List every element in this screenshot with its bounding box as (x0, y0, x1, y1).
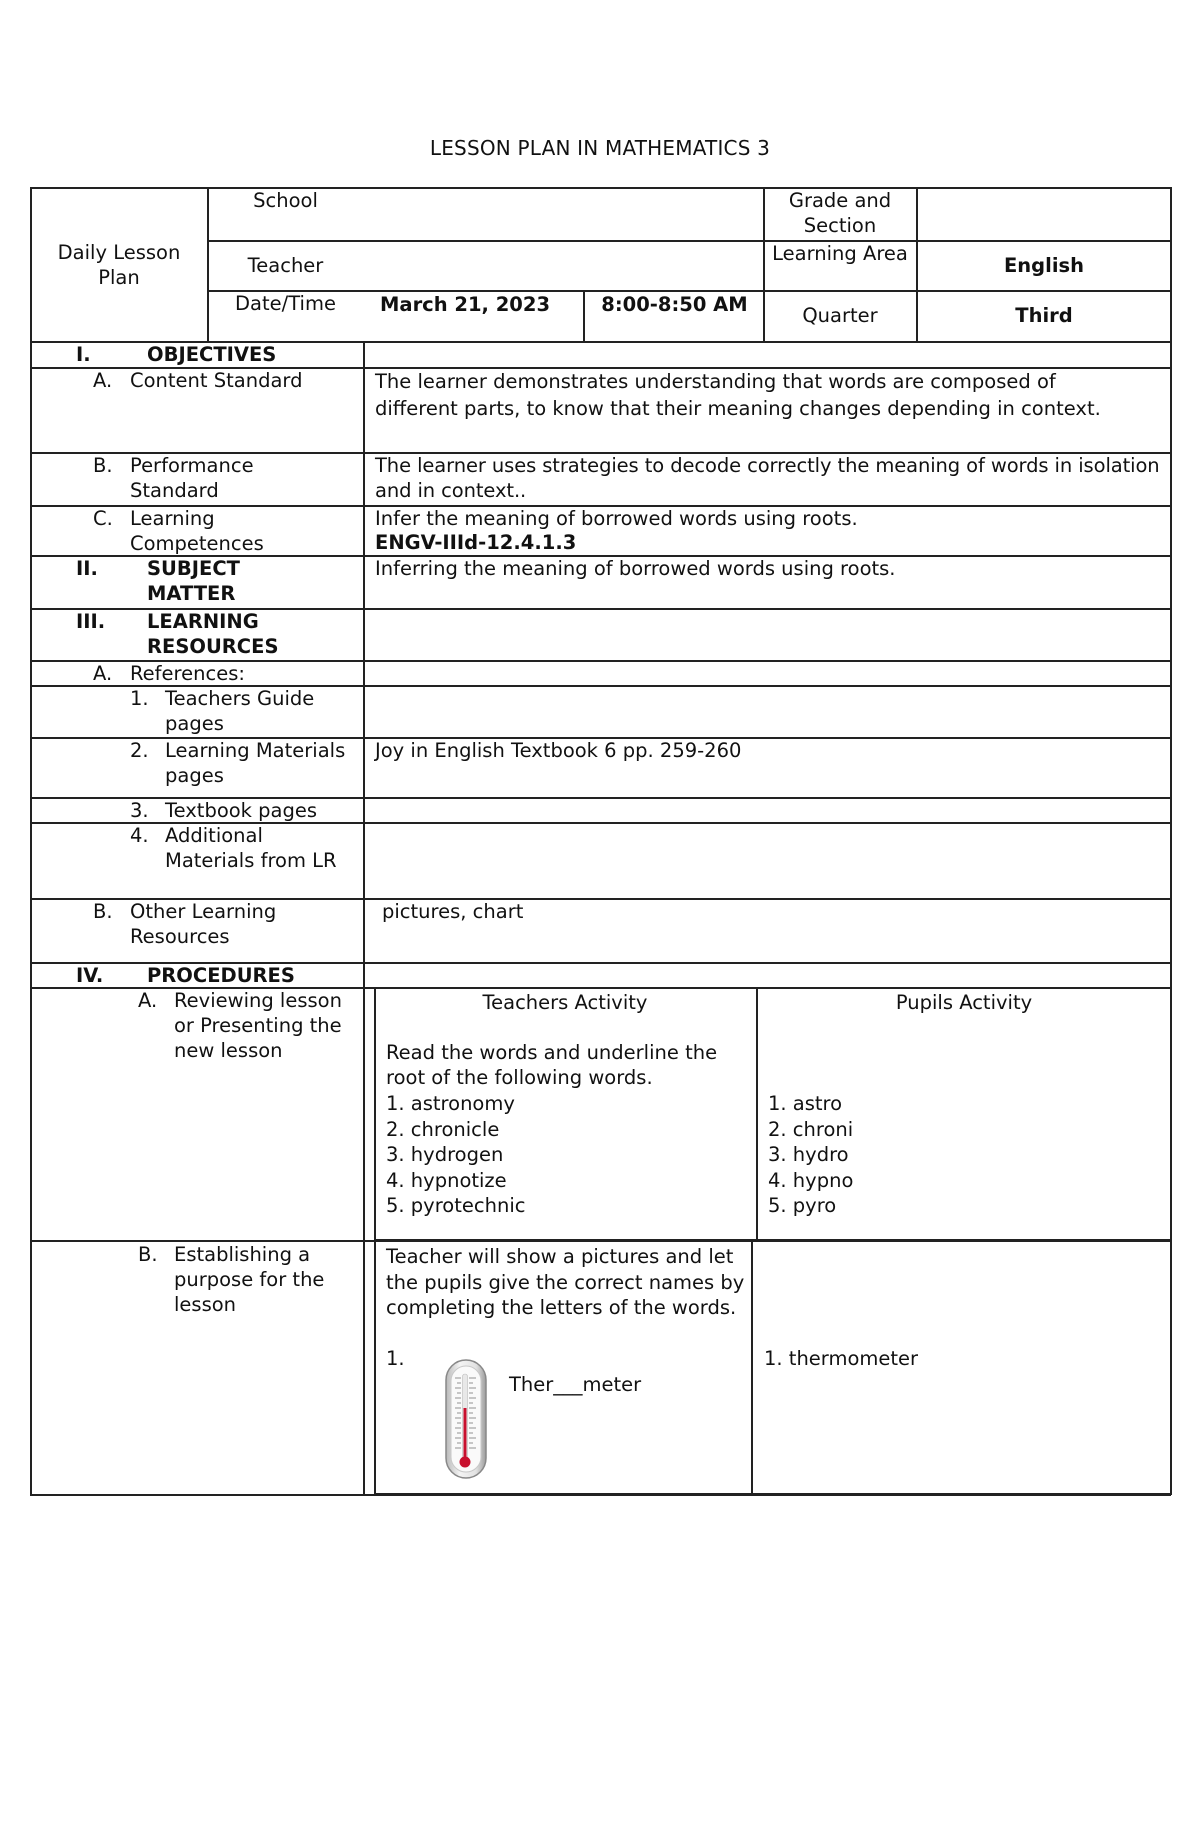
references-letter: A. (93, 662, 113, 685)
procedure-b-label: Establishing a purpose for the lesson (174, 1243, 325, 1316)
list-item: 5. pyro (768, 1194, 837, 1217)
procedures-heading: PROCEDURES (147, 964, 295, 987)
procedure-b-item-prompt: Ther___meter (509, 1373, 642, 1396)
procedure-a-instruction: Read the words and underline the root of the following words. (386, 1041, 718, 1089)
grade-section-label: Grade and Section (788, 189, 892, 237)
list-item: 3. hydro (768, 1143, 849, 1166)
procedure-a-root-list (768, 1091, 853, 1219)
quarter-value: Third (1015, 304, 1073, 327)
resources-heading: LEARNING RESOURCES (147, 610, 279, 658)
procedure-a-label: Reviewing lesson or Presenting the new lesson (174, 989, 342, 1062)
daily-lesson-plan-label: Daily Lesson Plan (57, 241, 181, 289)
procedures-num: IV. (76, 964, 104, 987)
row-divider-thick (374, 1239, 1171, 1242)
activity-col-divider (751, 1240, 753, 1494)
time-value: 8:00-8:50 AM (601, 293, 748, 316)
learning-area-label: Learning Area (772, 242, 908, 265)
procedure-b-instruction: Teacher will show a pictures and let the pupils give the correct names by completing the letters of the words. (386, 1245, 745, 1319)
header-row-divider (207, 240, 1171, 242)
competence-code: ENGV-IIId-12.4.1.3 (375, 531, 577, 554)
list-item: 1. astro (768, 1092, 843, 1115)
references-label: References: (130, 662, 245, 685)
objectives-num: I. (76, 343, 91, 366)
teachers-activity-header: Teachers Activity (482, 991, 648, 1014)
procedure-b-letter: B. (138, 1243, 158, 1266)
list-item: 3. hydrogen (386, 1143, 504, 1166)
procedure-a-letter: A. (138, 989, 158, 1012)
other-resources-value: pictures, chart (382, 900, 524, 923)
other-resources-label: Other Learning Resources (130, 900, 277, 948)
list-item: 1. astronomy (386, 1092, 515, 1115)
learning-area-value: English (1003, 254, 1085, 277)
table-border-bottom (30, 1494, 374, 1496)
header-col-divider (583, 290, 585, 341)
learning-competences-label: Learning Competences (130, 507, 264, 555)
subject-heading: SUBJECT MATTER (147, 557, 240, 605)
procedure-a-word-list (386, 1091, 525, 1219)
page-title: LESSON PLAN IN MATHEMATICS 3 (429, 136, 771, 160)
performance-standard-label: Performance Standard (130, 454, 254, 502)
content-standard-text: The learner demonstrates understanding that words are composed of different parts, to know that their meaning changes depending in context. (375, 370, 1101, 420)
pupils-activity-header: Pupils Activity (895, 991, 1033, 1014)
learning-competences-letter: C. (93, 507, 113, 530)
resource-item-num: 4. (130, 824, 149, 847)
list-item: 5. pyrotechnic (386, 1194, 526, 1217)
content-standard-label: Content Standard (130, 369, 303, 392)
resources-num: III. (76, 610, 106, 633)
datetime-label: Date/Time (235, 292, 336, 315)
table-border-bottom-thick (374, 1493, 1171, 1496)
procedure-b-answer: 1. thermometer (764, 1347, 919, 1370)
resource-item-label: Additional Materials from LR (165, 824, 337, 872)
quarter-label: Quarter (802, 304, 878, 327)
list-item: 2. chroni (768, 1117, 854, 1141)
resource-item-label: Teachers Guide pages (165, 687, 315, 735)
other-resources-letter: B. (93, 900, 113, 923)
list-item: 4. hypno (768, 1168, 854, 1192)
table-border-left (30, 187, 32, 1495)
inner-col-divider (374, 987, 376, 1495)
performance-standard-letter: B. (93, 454, 113, 477)
resource-item-label: Textbook pages (165, 799, 318, 822)
thermometer-icon (442, 1358, 490, 1480)
resource-item-num: 3. (130, 799, 149, 822)
teacher-label: Teacher (247, 254, 324, 277)
school-label: School (253, 189, 318, 212)
learning-competences-text: Infer the meaning of borrowed words using roots. (375, 507, 858, 530)
content-standard-letter: A. (93, 369, 113, 392)
activity-col-divider (756, 987, 758, 1240)
resource-item-num: 1. (130, 687, 149, 710)
list-item: 2. chronicle (386, 1117, 500, 1141)
subject-num: II. (76, 557, 98, 580)
objectives-heading: OBJECTIVES (147, 343, 277, 366)
resource-item-value: Joy in English Textbook 6 pp. 259-260 (375, 739, 742, 762)
list-item: 4. hypnotize (386, 1168, 507, 1192)
resource-item-label: Learning Materials pages (165, 739, 346, 787)
table-border-right (1170, 187, 1172, 1495)
procedure-b-item-num: 1. (386, 1347, 405, 1370)
performance-standard-text: The learner uses strategies to decode correctly the meaning of words in isolation and in context.. (375, 454, 1160, 502)
table-border-top (30, 187, 1171, 189)
resource-item-num: 2. (130, 739, 149, 762)
label-col-divider (363, 341, 365, 1495)
subject-text: Inferring the meaning of borrowed words using roots. (375, 557, 896, 580)
date-value: March 21, 2023 (380, 293, 551, 316)
